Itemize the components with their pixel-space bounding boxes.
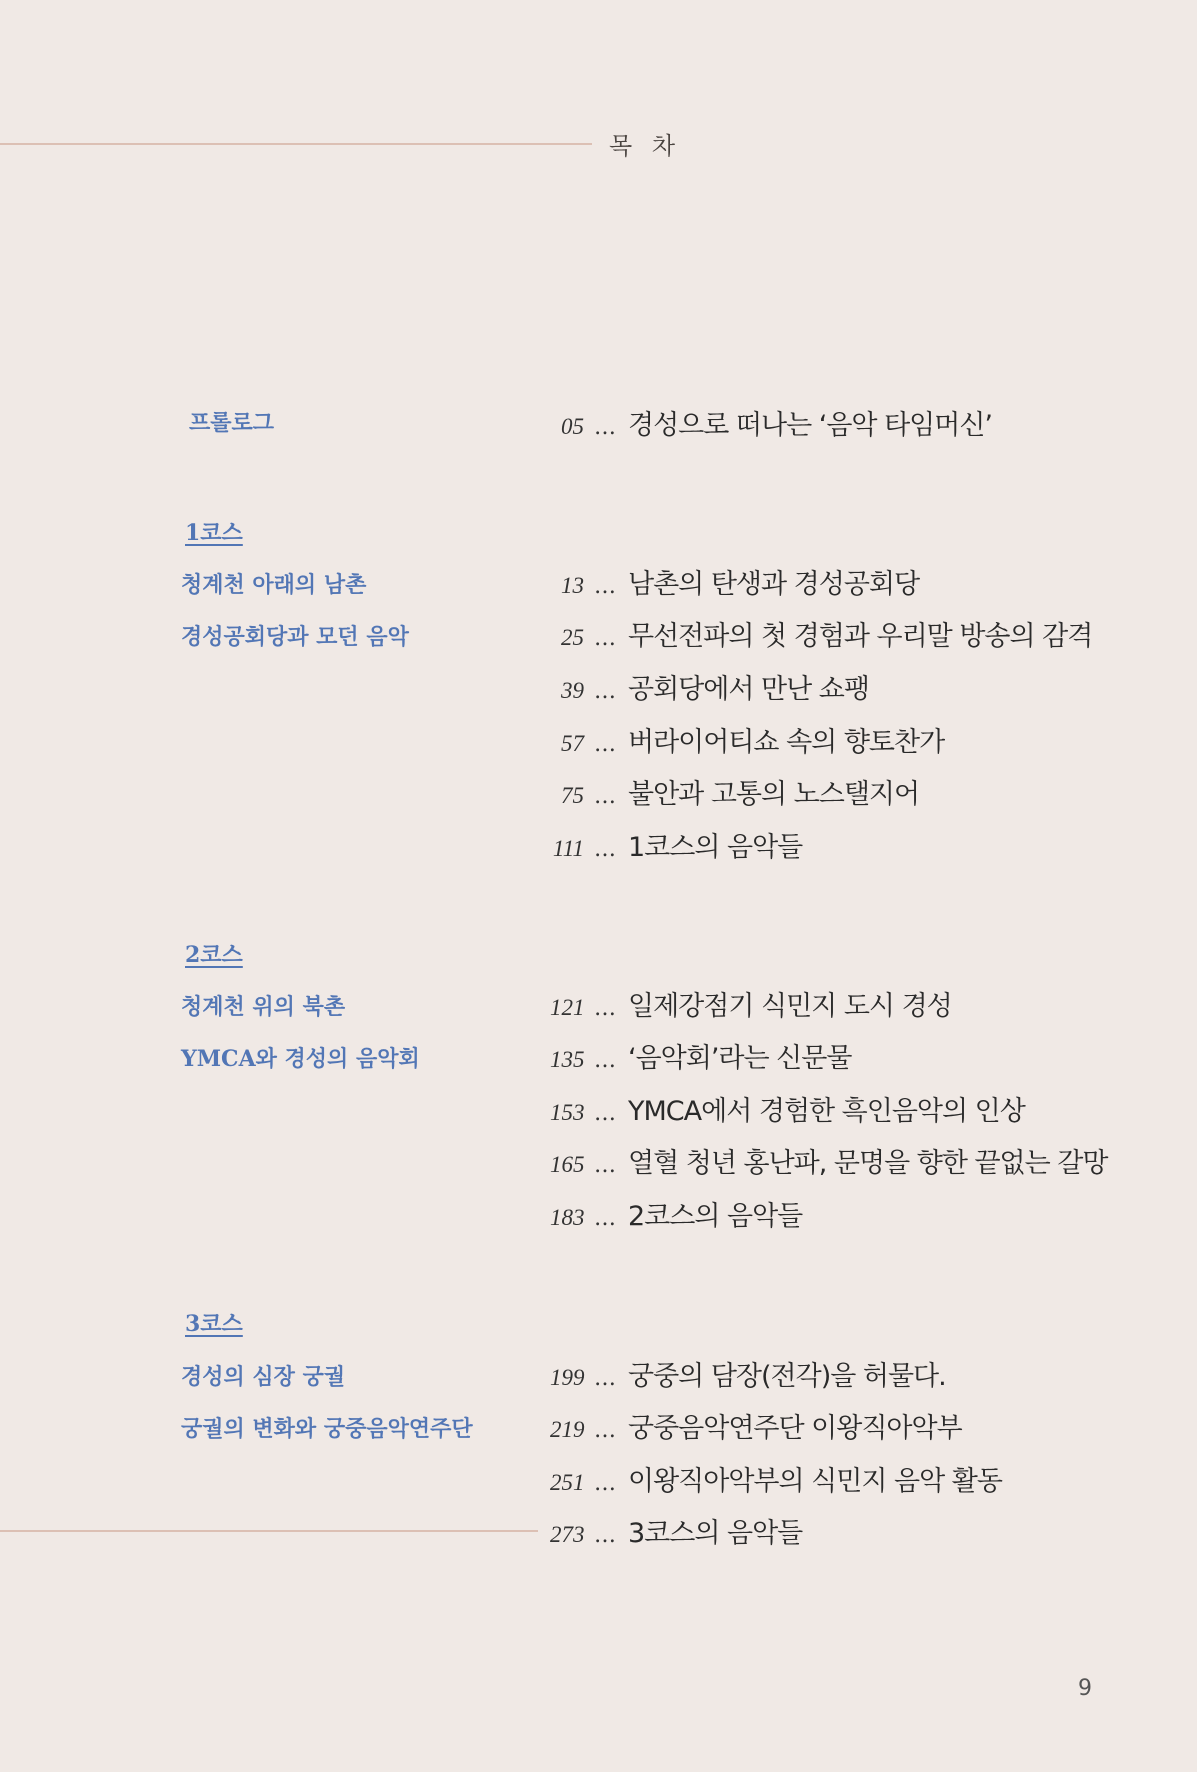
page-ref: 199 <box>550 1365 585 1390</box>
entry-title: 3코스의 음악들 <box>628 1518 803 1549</box>
leader-dots: … <box>594 1048 616 1073</box>
leader-dots: … <box>594 1206 616 1231</box>
leader-dots: … <box>594 574 616 599</box>
leader-dots: … <box>594 1523 616 1548</box>
toc-entry[interactable] <box>550 614 1092 650</box>
page-ref: 25 <box>561 625 584 650</box>
page-ref: 251 <box>550 1470 585 1495</box>
page-ref: 13 <box>561 573 584 598</box>
prologue-label[interactable]: 프롤로그 <box>189 410 275 436</box>
toc-entry[interactable] <box>550 984 952 1020</box>
entry-title: 궁중의 담장(전각)을 허물다. <box>628 1361 946 1392</box>
leader-dots: … <box>594 626 616 651</box>
section-subtitle: 청계천 위의 북촌 <box>181 994 346 1020</box>
leader-dots: … <box>594 1471 616 1496</box>
entry-title: 불안과 고통의 노스탤지어 <box>628 779 920 810</box>
page-ref: 135 <box>550 1047 585 1072</box>
section-subtitle: 청계천 아래의 남촌 <box>181 572 367 598</box>
page-ref: 57 <box>561 731 584 756</box>
toc-entry[interactable] <box>550 403 992 439</box>
entry-title: 2코스의 음악들 <box>628 1201 803 1232</box>
leader-dots: … <box>594 1101 616 1126</box>
page-title: 목 차 <box>609 132 681 160</box>
entry-title: YMCA에서 경험한 흑인음악의 인상 <box>628 1096 1025 1127</box>
entry-title: 남촌의 탄생과 경성공회당 <box>628 569 920 600</box>
toc-entry[interactable] <box>550 1511 802 1547</box>
section-title[interactable]: 3코스 <box>185 1311 243 1337</box>
toc-entry[interactable] <box>550 562 919 598</box>
page-ref: 183 <box>550 1205 585 1230</box>
entry-title: 열혈 청년 홍난파, 문명을 향한 끝없는 갈망 <box>628 1148 1108 1179</box>
toc-entry[interactable] <box>550 1406 962 1442</box>
section-subtitle: 경성의 심장 궁궐 <box>181 1364 346 1390</box>
page-ref: 165 <box>550 1152 585 1177</box>
toc-entry[interactable] <box>550 1354 946 1390</box>
section-title[interactable]: 2코스 <box>185 942 243 968</box>
leader-dots: … <box>594 732 616 757</box>
page-ref: 39 <box>561 678 584 703</box>
page-ref: 121 <box>550 995 585 1020</box>
leader-dots: … <box>594 1366 616 1391</box>
toc-entry[interactable] <box>550 667 869 703</box>
entry-title: ‘음악회’라는 신문물 <box>628 1043 852 1074</box>
entry-title: 1코스의 음악들 <box>628 832 803 863</box>
footer-rule <box>0 1530 538 1532</box>
toc-entry[interactable] <box>550 1089 1025 1125</box>
entry-title: 경성으로 떠나는 ‘음악 타임머신’ <box>628 410 992 441</box>
page-ref: 153 <box>550 1100 585 1125</box>
header-rule <box>0 143 592 145</box>
toc-entry[interactable] <box>550 825 802 861</box>
entry-title: 공회당에서 만난 쇼팽 <box>628 674 869 705</box>
toc-entry[interactable] <box>550 720 944 756</box>
toc-entry[interactable] <box>550 1459 1002 1495</box>
page-ref: 75 <box>561 783 584 808</box>
page-ref: 273 <box>550 1522 585 1547</box>
section-subtitle: 궁궐의 변화와 궁중음악연주단 <box>181 1416 473 1442</box>
leader-dots: … <box>594 679 616 704</box>
leader-dots: … <box>594 1153 616 1178</box>
entry-title: 이왕직아악부의 식민지 음악 활동 <box>628 1466 1002 1497</box>
entry-title: 무선전파의 첫 경험과 우리말 방송의 감격 <box>628 621 1093 652</box>
leader-dots: … <box>594 837 616 862</box>
section-subtitle: YMCA와 경성의 음악회 <box>181 1046 420 1072</box>
leader-dots: … <box>594 1418 616 1443</box>
page-ref: 05 <box>561 414 584 439</box>
entry-title: 버라이어티쇼 속의 향토찬가 <box>628 727 945 758</box>
leader-dots: … <box>594 415 616 440</box>
toc-entry[interactable] <box>550 1194 802 1230</box>
toc-entry[interactable] <box>550 772 919 808</box>
toc-entry[interactable] <box>550 1141 1107 1177</box>
toc-entry[interactable] <box>550 1036 851 1072</box>
page-number: 9 <box>1078 1676 1092 1701</box>
entry-title: 궁중음악연주단 이왕직아악부 <box>628 1413 962 1444</box>
page-ref: 111 <box>552 836 584 861</box>
leader-dots: … <box>594 996 616 1021</box>
entry-title: 일제강점기 식민지 도시 경성 <box>628 991 952 1022</box>
leader-dots: … <box>594 784 616 809</box>
section-title[interactable]: 1코스 <box>185 520 243 546</box>
section-subtitle: 경성공회당과 모던 음악 <box>181 624 409 650</box>
page-ref: 219 <box>550 1417 585 1442</box>
